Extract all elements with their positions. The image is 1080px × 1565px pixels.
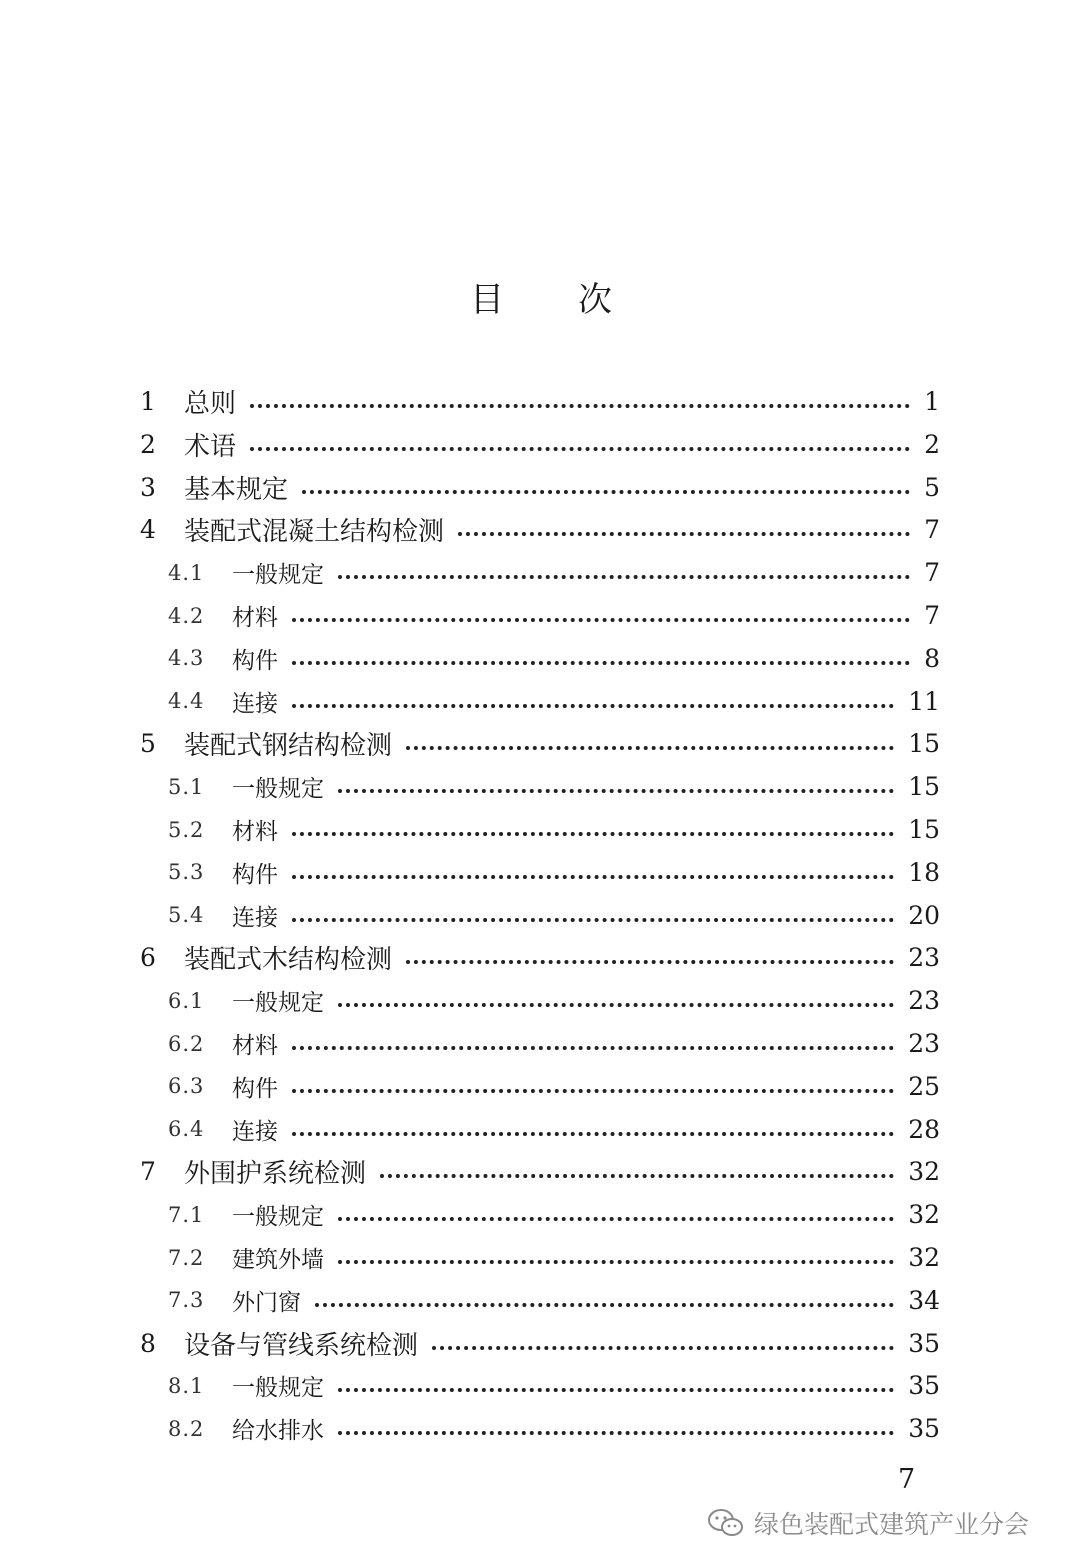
toc-leader-dots xyxy=(292,618,910,622)
toc-entry-label: 一般规定 xyxy=(232,562,324,589)
toc-leader-dots xyxy=(338,789,894,793)
page-number: 7 xyxy=(898,1464,916,1495)
toc-entry-number: 7.2 xyxy=(168,1245,205,1270)
toc-entry-page: 23 xyxy=(908,1029,940,1058)
toc-entry-label: 构件 xyxy=(232,647,278,674)
toc-entry[interactable] xyxy=(0,637,1080,680)
toc-entry-page: 20 xyxy=(908,900,940,930)
toc-leader-dots xyxy=(338,1260,894,1264)
toc-entry[interactable] xyxy=(0,1108,1080,1151)
toc-entry[interactable] xyxy=(0,380,1080,423)
toc-entry-label: 材料 xyxy=(232,819,278,845)
watermark xyxy=(706,1505,1029,1541)
toc-entry-page: 32 xyxy=(908,1243,940,1272)
toc-leader-dots xyxy=(292,1089,894,1093)
toc-entry-number: 7.1 xyxy=(168,1202,205,1227)
toc-entry-number: 3 xyxy=(140,472,156,502)
toc-entry-number: 1 xyxy=(140,387,156,416)
toc-entry-number: 8.1 xyxy=(168,1373,205,1398)
toc-entry-page: 7 xyxy=(924,601,940,630)
toc-entry[interactable] xyxy=(0,1322,1080,1365)
toc-entry-page: 23 xyxy=(908,943,940,973)
toc-leader-dots xyxy=(292,661,910,665)
toc-entry[interactable] xyxy=(0,722,1080,765)
toc-entry-number: 4.4 xyxy=(168,689,205,714)
toc-entry-number: 4.1 xyxy=(168,560,205,585)
toc-entry-number: 8 xyxy=(140,1328,156,1358)
toc-entry-label: 连接 xyxy=(232,904,278,931)
toc-entry[interactable] xyxy=(0,808,1080,851)
toc-entry-page: 25 xyxy=(908,1071,940,1101)
toc-entry-label: 构件 xyxy=(232,1075,278,1102)
toc-entry-page: 32 xyxy=(908,1200,940,1230)
toc-entry-label: 建筑外墙 xyxy=(232,1247,324,1273)
toc-entry-number: 5.3 xyxy=(168,860,205,885)
toc-entry-number: 4 xyxy=(140,515,156,545)
wechat-icon xyxy=(706,1507,746,1539)
toc-entry[interactable] xyxy=(0,508,1080,551)
toc-entry[interactable] xyxy=(0,851,1080,894)
toc-leader-dots xyxy=(432,1346,894,1350)
toc-entry-page: 15 xyxy=(908,772,940,802)
toc-entry-label: 一般规定 xyxy=(232,1204,324,1231)
toc-entry-page: 34 xyxy=(908,1285,940,1315)
toc-entry-number: 6.3 xyxy=(168,1074,205,1099)
toc-entry-page: 2 xyxy=(924,429,940,459)
toc-entry-page: 35 xyxy=(908,1371,940,1401)
toc-entry-label: 总则 xyxy=(184,389,237,419)
toc-entry-page: 32 xyxy=(908,1157,940,1187)
toc-leader-dots xyxy=(315,1303,894,1307)
toc-entry-label: 材料 xyxy=(232,1033,278,1059)
toc-leader-dots xyxy=(302,490,910,494)
toc-entry-label: 一般规定 xyxy=(232,1375,324,1402)
toc-entry-page: 11 xyxy=(908,686,940,716)
toc-entry[interactable] xyxy=(0,1364,1080,1407)
toc-entry-label: 外门窗 xyxy=(232,1289,301,1316)
toc-leader-dots xyxy=(338,1217,894,1221)
toc-leader-dots xyxy=(292,832,894,836)
title-char-2: 次 xyxy=(578,280,612,320)
toc-leader-dots xyxy=(292,704,894,708)
toc-entry[interactable] xyxy=(0,1193,1080,1236)
toc-entry-page: 8 xyxy=(924,643,940,673)
toc-entry[interactable] xyxy=(0,466,1080,509)
title-char-1: 目 xyxy=(470,280,504,320)
toc-entry-label: 一般规定 xyxy=(232,990,324,1017)
toc-entry-label: 装配式木结构检测 xyxy=(184,945,393,976)
toc-entry-page: 7 xyxy=(924,558,940,588)
toc-entry-page: 5 xyxy=(924,472,940,502)
toc-entry-label: 材料 xyxy=(232,605,278,631)
watermark-text: 绿色装配式建筑产业分会 xyxy=(754,1510,1030,1539)
toc-leader-dots xyxy=(292,1046,894,1050)
toc-entry-number: 5.4 xyxy=(168,903,205,928)
toc-entry-number: 5 xyxy=(140,729,156,759)
toc-entry-number: 4.3 xyxy=(168,646,205,671)
toc-entry-label: 外围护系统检测 xyxy=(184,1159,367,1190)
toc-leader-dots xyxy=(292,1132,894,1136)
toc-entry[interactable] xyxy=(0,594,1080,637)
toc-entry-number: 6.2 xyxy=(168,1031,205,1056)
toc-entry-label: 构件 xyxy=(232,861,278,888)
toc-entry-label: 术语 xyxy=(184,431,237,462)
toc-entry-page: 35 xyxy=(908,1414,940,1444)
toc-entry-number: 5.2 xyxy=(168,817,205,842)
toc-leader-dots xyxy=(380,1174,894,1178)
toc-entry-number: 6 xyxy=(140,943,156,973)
toc-leader-dots xyxy=(458,532,910,536)
toc-entry[interactable] xyxy=(0,1279,1080,1322)
toc-leader-dots xyxy=(338,1388,894,1392)
toc-leader-dots xyxy=(250,447,910,451)
toc-entry[interactable] xyxy=(0,765,1080,808)
toc-entry[interactable] xyxy=(0,936,1080,979)
toc-entry-page: 15 xyxy=(908,815,940,844)
toc-entry-label: 基本规定 xyxy=(184,474,289,505)
toc-entry[interactable] xyxy=(0,680,1080,723)
toc-entry[interactable] xyxy=(0,1150,1080,1193)
toc-entry[interactable] xyxy=(0,1236,1080,1279)
toc-leader-dots xyxy=(338,1431,894,1435)
toc-entry-number: 5.1 xyxy=(168,774,205,799)
toc-entry-page: 35 xyxy=(908,1328,940,1358)
toc-entry-number: 7.3 xyxy=(168,1288,205,1313)
toc-entry-label: 给水排水 xyxy=(232,1418,324,1445)
toc-entry[interactable] xyxy=(0,894,1080,937)
toc-leader-dots xyxy=(338,575,910,579)
toc-entry[interactable] xyxy=(0,979,1080,1022)
toc-entry-label: 连接 xyxy=(232,690,278,717)
toc-leader-dots xyxy=(406,960,894,964)
toc-entry-label: 连接 xyxy=(232,1118,278,1145)
toc-entry-page: 15 xyxy=(908,729,940,759)
toc-entry-label: 装配式钢结构检测 xyxy=(184,731,393,762)
toc-leader-dots xyxy=(406,746,894,750)
toc-leader-dots xyxy=(292,918,894,922)
toc-entry[interactable] xyxy=(0,1407,1080,1450)
toc-entry[interactable] xyxy=(0,551,1080,594)
toc-entry[interactable] xyxy=(0,423,1080,466)
toc-entry[interactable] xyxy=(0,1022,1080,1065)
toc-entry-number: 8.2 xyxy=(168,1416,205,1441)
toc-entry-number: 7 xyxy=(140,1157,156,1187)
toc-entry-page: 28 xyxy=(908,1114,940,1144)
toc-entry-number: 6.1 xyxy=(168,988,205,1013)
toc-entry[interactable] xyxy=(0,1065,1080,1108)
toc-entry-number: 2 xyxy=(140,429,156,459)
toc-entry-label: 设备与管线系统检测 xyxy=(184,1330,419,1361)
toc-entry-page: 23 xyxy=(908,986,940,1016)
toc-entry-page: 7 xyxy=(924,515,940,545)
toc-entry-number: 4.2 xyxy=(168,603,205,628)
toc-leader-dots xyxy=(250,404,910,408)
toc-leader-dots xyxy=(338,1003,894,1007)
toc-entry-label: 一般规定 xyxy=(232,776,324,803)
toc-leader-dots xyxy=(292,875,894,879)
toc-entry-page: 1 xyxy=(924,387,940,416)
toc-entry-number: 6.4 xyxy=(168,1117,205,1142)
toc-entry-label: 装配式混凝土结构检测 xyxy=(184,517,445,548)
toc-entry-page: 18 xyxy=(908,857,940,887)
